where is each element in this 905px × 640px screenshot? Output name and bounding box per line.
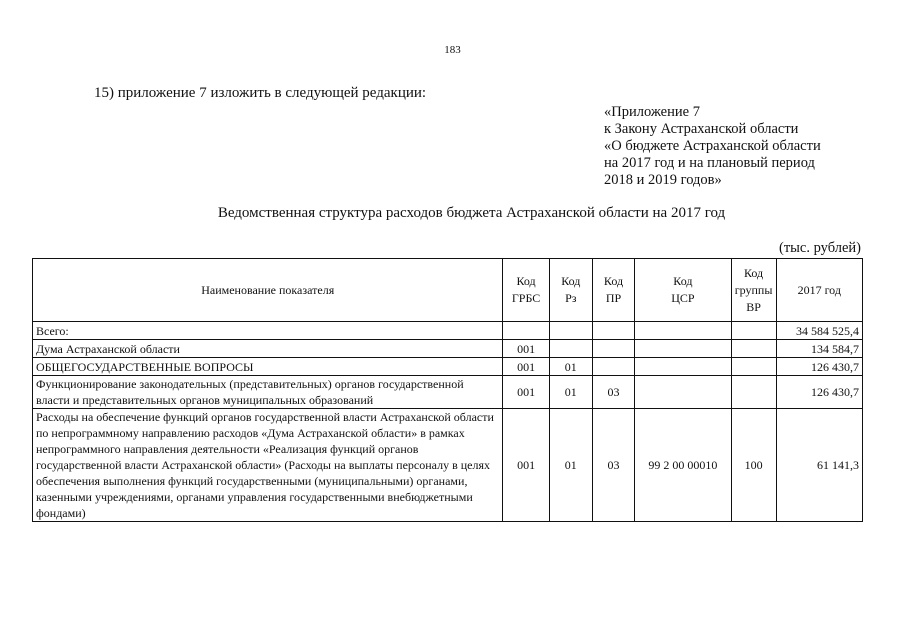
cell-name: Функционирование законодательных (представительных) органов государственной власти и представительных органов муниципальных образований	[33, 376, 503, 409]
table-row	[33, 322, 863, 340]
document-title: Ведомственная структура расходов бюджета Астраханской области на 2017 год	[217, 205, 726, 221]
header-line: Код	[603, 274, 624, 288]
cell-grbs: 001	[503, 340, 549, 358]
cell-pr: 03	[592, 409, 634, 522]
header-amount: 2017 год	[776, 259, 862, 322]
cell-amount: 61 141,3	[776, 409, 862, 522]
table-row	[33, 358, 863, 376]
header-pr	[592, 259, 634, 322]
cell-vr	[731, 322, 776, 340]
cell-name: Расходы на обеспечение функций органов государственной власти Астраханской области по непрограммному направлению расходов «Дума Астраханской области» в рамках непрограммного направления деятельности «Реализация функций органов государственной власти Астраханской области» (Расходы на выплаты персоналу в целях обеспечения выполнения функций государственными (муниципальными) органами, казенными учреждениями, органами управления государственными внебюджетными фондами)	[33, 409, 503, 522]
header-line: группы	[734, 282, 773, 297]
header-csr	[635, 259, 732, 322]
table-row	[33, 409, 863, 522]
cell-vr	[731, 376, 776, 409]
cell-vr: 100	[731, 409, 776, 522]
appendix-header	[604, 104, 821, 189]
header-line: Рз	[565, 291, 577, 305]
header-line: ВР	[746, 299, 761, 314]
header-line: ЦСР	[671, 291, 695, 305]
appendix-header-line: к Закону Астраханской области	[604, 121, 799, 137]
header-line: ПР	[605, 291, 622, 305]
cell-rz: 01	[549, 376, 592, 409]
cell-rz: 01	[549, 409, 592, 522]
amendment-text: 15) приложение 7 изложить в следующей редакции:	[94, 85, 427, 101]
cell-vr	[731, 358, 776, 376]
cell-csr	[635, 340, 732, 358]
header-rz	[549, 259, 592, 322]
header-line: Код	[673, 274, 693, 288]
cell-name: ОБЩЕГОСУДАРСТВЕННЫЕ ВОПРОСЫ	[33, 358, 503, 376]
cell-pr	[592, 358, 634, 376]
header-name: Наименование показателя	[33, 259, 503, 322]
budget-table	[32, 258, 863, 522]
cell-rz: 01	[549, 358, 592, 376]
header-vr	[731, 259, 776, 322]
cell-amount: 126 430,7	[776, 358, 862, 376]
cell-amount: 34 584 525,4	[776, 322, 862, 340]
header-line: Код	[516, 274, 536, 288]
cell-amount: 126 430,7	[776, 376, 862, 409]
table-row	[33, 340, 863, 358]
cell-pr	[592, 340, 634, 358]
table-row	[33, 376, 863, 409]
appendix-header-line: «О бюджете Астраханской области	[604, 138, 821, 154]
cell-amount: 134 584,7	[776, 340, 862, 358]
cell-grbs	[503, 322, 549, 340]
cell-csr: 99 2 00 00010	[635, 409, 732, 522]
cell-name: Всего:	[33, 322, 503, 340]
cell-csr	[635, 358, 732, 376]
cell-grbs: 001	[503, 358, 549, 376]
cell-vr	[731, 340, 776, 358]
cell-pr	[592, 322, 634, 340]
page-number: 183	[444, 44, 461, 56]
cell-pr: 03	[592, 376, 634, 409]
appendix-header-line: на 2017 год и на плановый период	[604, 155, 815, 171]
appendix-header-line: «Приложение 7	[604, 104, 700, 120]
cell-csr	[635, 322, 732, 340]
cell-grbs: 001	[503, 409, 549, 522]
cell-name: Дума Астраханской области	[33, 340, 503, 358]
appendix-header-line: 2018 и 2019 годов»	[604, 172, 722, 188]
cell-csr	[635, 376, 732, 409]
table-header-row	[33, 259, 863, 322]
cell-rz	[549, 322, 592, 340]
header-line: Код	[561, 274, 581, 288]
units-label: (тыс. рублей)	[779, 240, 861, 256]
header-line: ГРБС	[511, 291, 541, 305]
cell-rz	[549, 340, 592, 358]
header-grbs	[503, 259, 549, 322]
cell-grbs: 001	[503, 376, 549, 409]
header-line: Код	[743, 265, 764, 280]
